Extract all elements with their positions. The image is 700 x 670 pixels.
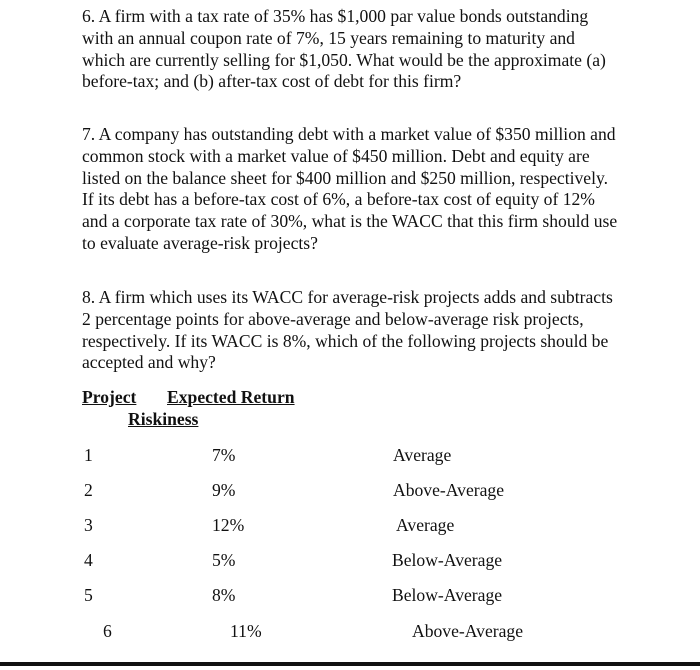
row-6-project: 6	[103, 621, 112, 641]
row-5-riskiness: Below-Average	[392, 585, 503, 605]
row-4-project: 4	[84, 550, 93, 570]
header-expected-return: Expected Return	[167, 387, 295, 407]
question-6: 6. A firm with a tax rate of 35% has $1,000 par value bonds outstanding with an annual coupon rate of 7%, 15 years remaining to maturity and which are currently selling for $1,050. What would be the approximate (a) before-tax; and (b) after-tax cost of debt for this firm?	[82, 6, 606, 92]
row-5-project: 5	[84, 585, 93, 605]
row-4-return: 5%	[212, 550, 236, 570]
row-6-riskiness: Above-Average	[412, 621, 524, 641]
row-5-return: 8%	[212, 585, 236, 605]
row-6-return: 11%	[230, 621, 262, 641]
row-2-project: 2	[84, 480, 93, 500]
header-project: Project	[82, 387, 137, 407]
question-8: 8. A firm which uses its WACC for average-risk projects adds and subtracts 2 percentage points for above-average and below-average risk projects, respectively. If its WACC is 8%, which of the following projects should be accepted and why?	[82, 287, 613, 373]
row-1-riskiness: Average	[393, 445, 452, 465]
row-2-riskiness: Above-Average	[393, 480, 505, 500]
row-3-riskiness: Average	[396, 515, 455, 535]
row-2-return: 9%	[212, 480, 236, 500]
row-1-project: 1	[84, 445, 93, 465]
question-7: 7. A company has outstanding debt with a market value of $350 million and common stock with a market value of $450 million. Debt and equity are listed on the balance sheet for $400 million and $250 million, respectively. If its debt has a before-tax cost of 6%, a before-tax cost of equity of 12% and a corporate tax rate of 30%, what is the WACC that this firm should use to evaluate average-risk projects?	[82, 124, 618, 253]
row-3-return: 12%	[212, 515, 245, 535]
row-3-project: 3	[84, 515, 93, 535]
bottom-divider	[0, 662, 700, 666]
header-riskiness: Riskiness	[128, 409, 199, 429]
row-1-return: 7%	[212, 445, 236, 465]
row-4-riskiness: Below-Average	[392, 550, 503, 570]
